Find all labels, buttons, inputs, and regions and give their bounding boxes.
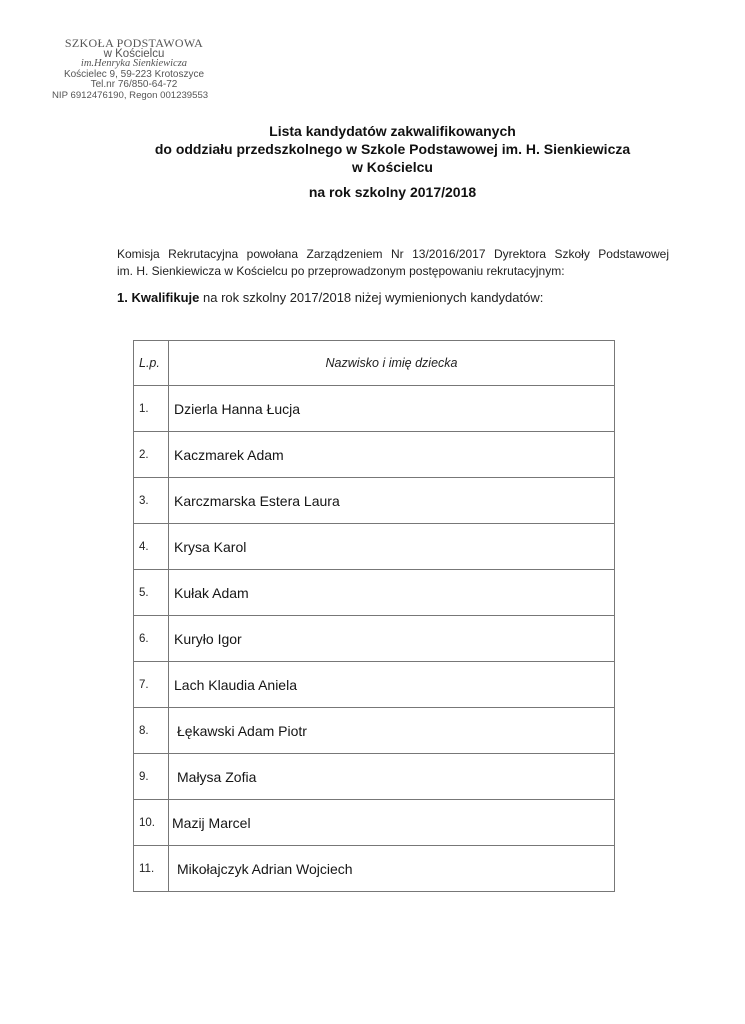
table-row (134, 524, 615, 570)
school-year-heading: na rok szkolny 2017/2018 (308, 184, 477, 200)
stamp-phone: Tel.nr 76/850-64-72 (90, 79, 178, 90)
row-number: 9. (134, 754, 169, 800)
row-number: 2. (134, 432, 169, 478)
table-row (134, 616, 615, 662)
child-name: Krysa Karol (169, 524, 615, 570)
row-number: 11. (134, 846, 169, 892)
row-number: 4. (134, 524, 169, 570)
row-number: 8. (134, 708, 169, 754)
stamp-address: Kościelec 9, 59-223 Krotoszyce (63, 68, 205, 80)
table-row (134, 386, 615, 432)
point-number: 1. (117, 290, 128, 305)
document-title-line-1: Lista kandydatów zakwalifikowanych (269, 123, 516, 139)
child-name: Mikołajczyk Adrian Wojciech (169, 846, 615, 892)
intro-paragraph-line-1: Komisja Rekrutacyjna powołana Zarządzeniem Nr 13/2016/2017 Dyrektora Szkoły Podstawowej (117, 247, 669, 261)
stamp-nip-regon: NIP 6912476190, Regon 001239553 (52, 89, 209, 101)
row-number: 7. (134, 662, 169, 708)
row-number: 1. (134, 386, 169, 432)
intro-paragraph-line-2: im. H. Sienkiewicza w Kościelcu po przeprowadzonym postępowaniu rekrutacyjnym: (117, 264, 565, 278)
table-row (134, 754, 615, 800)
table-row (134, 432, 615, 478)
table-row (134, 478, 615, 524)
child-name: Mazij Marcel (169, 800, 615, 846)
column-header-name: Nazwisko i imię dziecka (169, 341, 615, 386)
row-number: 10. (134, 800, 169, 846)
stamp-location: w Kościelcu (103, 47, 165, 60)
row-number: 5. (134, 570, 169, 616)
table-row (134, 846, 615, 892)
child-name: Karczmarska Estera Laura (169, 478, 615, 524)
child-name: Lach Klaudia Aniela (169, 662, 615, 708)
stamp-school-name: SZKOŁA PODSTAWOWA (64, 36, 204, 50)
point-bold-verb: Kwalifikuje (131, 290, 200, 305)
table-row (134, 800, 615, 846)
child-name: Kułak Adam (169, 570, 615, 616)
table-row (134, 570, 615, 616)
stamp-patron: im.Henryka Sienkiewicza (80, 58, 188, 69)
point-text: na rok szkolny 2017/2018 niżej wymienionych kandydatów: (199, 290, 544, 305)
child-name: Małysa Zofia (169, 754, 615, 800)
document-title-line-2: do oddziału przedszkolnego w Szkole Podstawowej im. H. Sienkiewicza (154, 141, 631, 157)
table-header-row (134, 341, 615, 386)
row-number: 6. (134, 616, 169, 662)
child-name: Łękawski Adam Piotr (169, 708, 615, 754)
child-name: Dzierla Hanna Łucja (169, 386, 615, 432)
table-row (134, 662, 615, 708)
table-row (134, 708, 615, 754)
candidates-table (133, 340, 615, 892)
school-stamp (46, 38, 222, 101)
document-title-line-3: w Kościelcu (352, 159, 433, 175)
qualification-statement (117, 290, 669, 305)
child-name: Kaczmarek Adam (169, 432, 615, 478)
row-number: 3. (134, 478, 169, 524)
column-header-lp: L.p. (134, 341, 169, 386)
child-name: Kuryło Igor (169, 616, 615, 662)
